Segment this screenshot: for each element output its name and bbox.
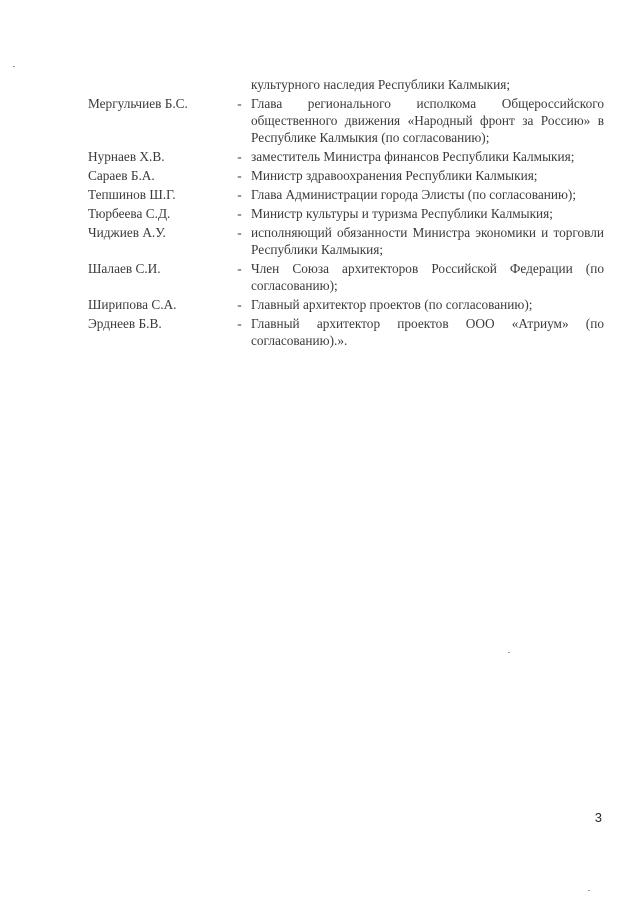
member-row [88,224,604,258]
member-name: Ширипова С.А. [88,297,177,312]
member-row [88,205,604,222]
member-position: Глава Администрации города Элисты (по согласованию); [251,187,577,202]
member-dash: - [237,316,242,331]
member-name: Шалаев С.И. [88,261,161,276]
member-row [88,186,604,203]
scan-speck [508,652,510,653]
member-row [88,315,604,349]
member-dash: - [237,187,242,202]
member-position: Главный архитектор проектов ООО «Атриум» (по согласованию).». [251,316,604,348]
member-position: Главный архитектор проектов (по согласованию); [251,297,533,312]
member-position: Член Союза архитекторов Российской Федерации (по согласованию); [251,261,604,293]
member-row [88,296,604,313]
member-dash: - [237,96,242,111]
member-name: Тюрбеева С.Д. [88,206,171,221]
member-position: Министр культуры и туризма Республики Калмыкия; [251,206,553,221]
member-row [88,260,604,294]
member-dash: - [237,297,242,312]
member-dash: - [237,206,242,221]
continuation-row [88,76,604,93]
continuation-text: культурного наследия Республики Калмыкия; [251,77,511,92]
member-position: Глава регионального исполкома Общероссийского общественного движения «Народный фронт за Россию» в Республике Калмыкия (по согласованию); [251,96,604,145]
scan-speck [13,66,15,67]
member-dash: - [237,225,242,240]
member-dash: - [237,149,242,164]
member-dash: - [237,261,242,276]
page-number: 3 [594,810,602,825]
member-row [88,148,604,165]
member-row [88,167,604,184]
member-name: Сараев Б.А. [88,168,155,183]
member-name: Нурнаев Х.В. [88,149,165,164]
member-position: Министр здравоохранения Республики Калмыкия; [251,168,538,183]
member-row [88,95,604,146]
member-name: Мергульчиев Б.С. [88,96,188,111]
commission-member-list [88,76,604,349]
member-name: Тепшинов Ш.Г. [88,187,176,202]
member-dash: - [237,168,242,183]
member-position: заместитель Министра финансов Республики Калмыкия; [251,149,575,164]
scan-speck [588,890,590,891]
member-position: исполняющий обязанности Министра экономики и торговли Республики Калмыкия; [251,225,604,257]
member-name: Чиджиев А.У. [88,225,166,240]
member-name: Эрднеев Б.В. [88,316,162,331]
